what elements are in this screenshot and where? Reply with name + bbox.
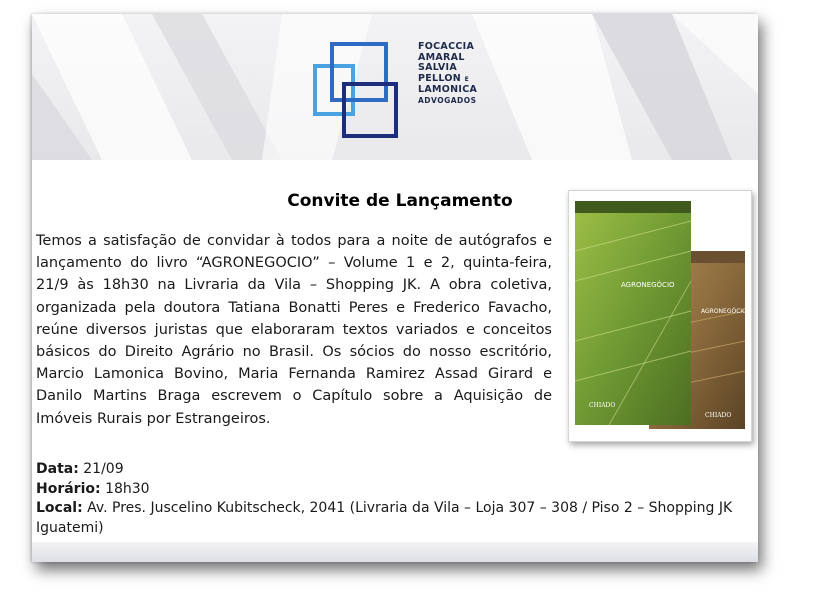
invitation-body: Temos a satisfação de convidar à todos para a noite de autógrafos e lançamento do livro “AGRONEGOCIO” – Volume 1 e 2, quinta-feira, 21/9 às 18h30 na Livraria da Vila – Shopping JK. A obra coletiva, organizada pela doutora Tatiana Bonatti Peres e Frederico Favacho, reúne diversos juristas que elaboraram textos variados e conceitos básicos do Direito Agrário no Brasil. Os sócios do nosso escritório, Marcio Lamonica Bovino, Maria Fernanda Ramirez Assad Girard e Danilo Martins Braga escrevem o Capítulo sobre a Aquisição de Imóveis Rurais por Estrangeiros.	[36, 233, 552, 427]
event-place-row	[36, 499, 756, 538]
banner-geometric-background	[32, 14, 758, 160]
footer-band	[32, 542, 758, 562]
event-date-value: 21/09	[83, 461, 124, 477]
event-time-value: 18h30	[105, 480, 150, 497]
book-cover-title-1: AGRONEGÓCIO	[621, 281, 675, 289]
logo-line-pellon: PELLON	[418, 72, 462, 84]
event-place-label: Local:	[36, 500, 83, 516]
logo-line-advogados: ADVOGADOS	[418, 95, 477, 105]
logo-line-lamonica: LAMONICA	[418, 84, 478, 95]
book-publisher-1: CHIADO	[589, 402, 616, 409]
header-banner	[32, 14, 758, 160]
book-cover-title-2: AGRONEGÓCIO	[701, 308, 747, 315]
book-covers-image	[568, 190, 752, 442]
invitation-title: Convite de Lançamento	[287, 191, 513, 211]
event-time-row	[36, 480, 756, 500]
event-place-value: Av. Pres. Juscelino Kubitscheck, 2041 (Livraria da Vila – Loja 307 – 308 / Piso 2 – Shopping JK Iguatemi)	[36, 500, 733, 536]
event-date-row	[36, 460, 756, 480]
event-details	[36, 460, 756, 538]
book-covers-illustration	[569, 191, 751, 441]
event-date-label: Data:	[36, 461, 79, 477]
logo-line-3: SALVIA	[418, 62, 457, 73]
logo-ampersand: E	[464, 75, 470, 83]
logo-line-2: AMARAL	[418, 51, 465, 63]
invitation-card	[32, 14, 758, 562]
event-time-label: Horário:	[36, 480, 101, 497]
book-publisher-2: CHIADO	[705, 412, 732, 419]
firm-logo-text	[418, 42, 538, 106]
logo-line-1: FOCACCIA	[418, 41, 475, 52]
